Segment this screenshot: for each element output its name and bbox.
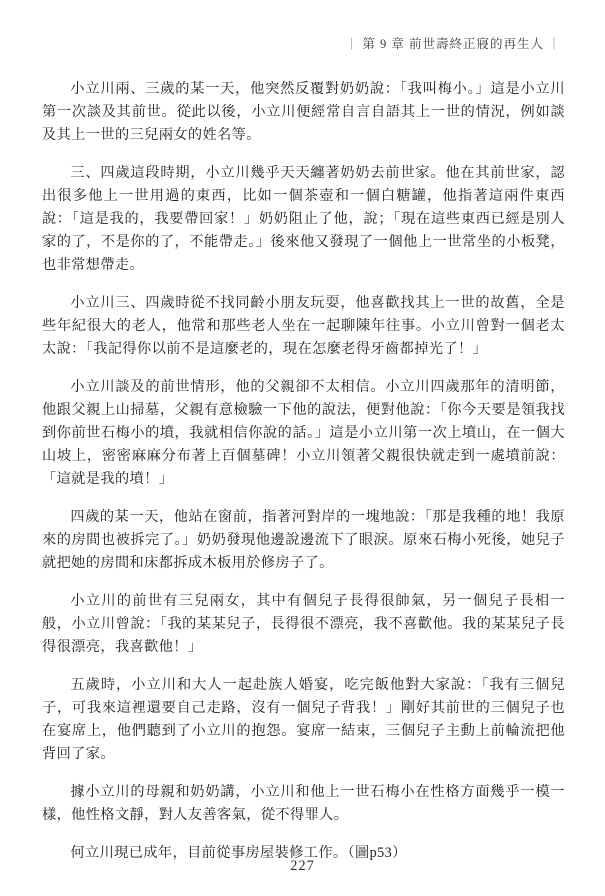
body-paragraph-8: 據小立川的母親和奶奶講，小立川和他上一世石梅小在性格方面幾乎一模一樣，他性格文靜，對人友善客氣，從不得罪人。 [42, 784, 565, 823]
body-text [42, 78, 565, 880]
chapter-title: 第 9 章 前世壽終正寢的再生人 [362, 37, 544, 51]
chapter-header [341, 34, 565, 52]
body-paragraph-4: 小立川談及的前世情形，他的父親卻不太相信。小立川四歲那年的清明節，他跟父親上山掃墓，父親有意檢驗一下他的說法，便對他說：「你今天要是領我找到你前世石梅小的墳，我就相信你說的話。」這是小立川第一次上墳山，在一個大山坡上，密密麻麻分布著上百個墓碑！小立川領著父親很快就走到一處墳前說：「這就是我的墳！」 [42, 379, 565, 487]
body-paragraph-7: 五歲時，小立川和大人一起赴族人婚宴，吃完飯他對大家說：「我有三個兒子，可我來這裡還要自己走路，沒有一個兒子背我！」剛好其前世的三個兒子也在宴席上，他們聽到了小立川的抱怨。宴席一結束，三個兒子主動上前輪流把他背回了家。 [42, 677, 565, 762]
body-paragraph-5: 四歲的某一天，他站在窗前，指著河對岸的一塊地說：「那是我種的地！我原來的房間也被拆完了。」奶奶發現他邊說邊流下了眼淚。原來石梅小死後，她兒子就把她的房間和床都拆成木板用於修房子了。 [42, 509, 565, 571]
body-paragraph-1: 小立川兩、三歲的某一天，他突然反覆對奶奶說：「我叫梅小。」這是小立川第一次談及其前世。從此以後，小立川便經常自言自語其上一世的情況，例如談及其上一世的三兒兩女的姓名等。 [42, 81, 565, 143]
body-paragraph-2: 三、四歲這段時期，小立川幾乎天天纏著奶奶去前世家。他在其前世家，認出很多他上一世用過的東西，比如一個茶壺和一個白糖罐，他指著這兩件東西說：「這是我的，我要帶回家！」奶奶阻止了他，說；「現在這些東西已經是別人家的了，不是你的了，不能帶走。」後來他又發現了一個他上一世常坐的小板凳，也非常想帶走。 [42, 165, 565, 273]
header-right-bar: ｜ [547, 37, 561, 51]
header-left-bar: ｜ [345, 37, 359, 51]
page-number: 227 [290, 858, 315, 874]
body-paragraph-9: 何立川現已成年，目前從事房屋裝修工作。（圖p53） [70, 845, 407, 861]
body-paragraph-3: 小立川三、四歲時從不找同齡小朋友玩耍，他喜歡找其上一世的故舊，全是些年紀很大的老人，他常和那些老人坐在一起聊陳年往事。小立川曾對一個老太太說：「我記得你以前不是這麼老的，現在怎麼老得牙齒都掉光了！」 [42, 295, 565, 357]
body-paragraph-6: 小立川的前世有三兒兩女，其中有個兒子長得很帥氣，另一個兒子長相一般，小立川曾說：「我的某某兒子，長得很不漂亮，我不喜歡他。我的某某兒子長得很漂亮，我喜歡他！」 [42, 593, 565, 655]
